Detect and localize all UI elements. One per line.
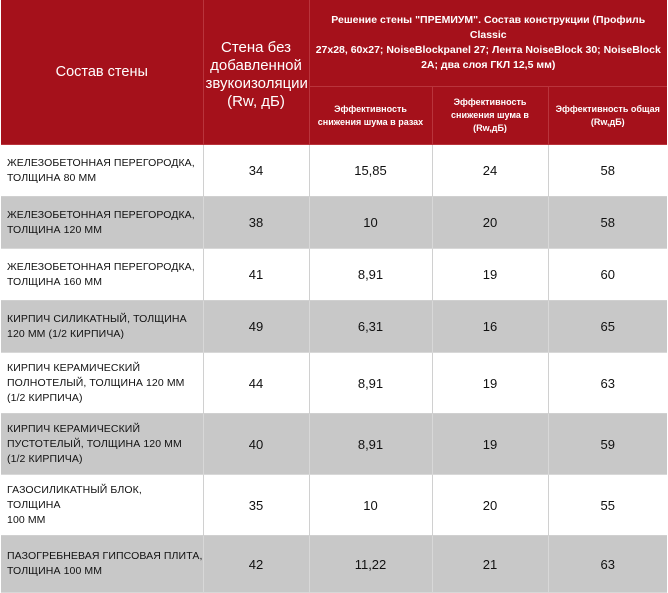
wall-name-cell [1, 301, 203, 353]
times-cell: 10 [309, 475, 432, 536]
header-sub-line: Эффективность общая [555, 103, 660, 114]
times-cell: 8,91 [309, 353, 432, 414]
wall-name-line: (1/2 КИРПИЧА) [7, 452, 83, 465]
base-rw-cell: 44 [203, 353, 309, 414]
header-premium-line: Решение стены "ПРЕМИУМ". Состав конструкции (Профиль Classic [331, 14, 646, 41]
wall-name-line: КИРПИЧ КЕРАМИЧЕСКИЙ [7, 422, 141, 435]
wall-name-line: КИРПИЧ СИЛИКАТНЫЙ, ТОЛЩИНА [7, 312, 187, 325]
header-wall-composition: Состав стены [1, 0, 203, 145]
header-premium-line: 2A; два слоя ГКЛ 12,5 мм) [421, 59, 556, 71]
wall-name-line: ТОЛЩИНА 160 ММ [7, 275, 103, 288]
db-cell: 19 [432, 249, 548, 301]
header-sub-line: снижения шума в разах [317, 116, 424, 127]
wall-name-line: КИРПИЧ КЕРАМИЧЕСКИЙ [7, 361, 141, 374]
wall-name-line: ТОЛЩИНА [7, 498, 61, 511]
wall-name-line: ГАЗОСИЛИКАТНЫЙ БЛОК, [7, 483, 142, 496]
header-premium-solution [309, 0, 667, 87]
table-row [1, 301, 667, 353]
db-cell: 20 [432, 475, 548, 536]
header-base-wall [203, 0, 309, 145]
header-sub-line: Эффективность [453, 97, 527, 107]
wall-name-cell [1, 353, 203, 414]
base-rw-cell: 35 [203, 475, 309, 536]
times-cell: 6,31 [309, 301, 432, 353]
header-sub-line: (Rw,дБ) [590, 116, 625, 127]
base-rw-cell: 41 [203, 249, 309, 301]
total-cell: 60 [548, 249, 667, 301]
wall-name-line: ПУСТОТЕЛЫЙ, ТОЛЩИНА 120 ММ [7, 437, 182, 450]
db-cell: 19 [432, 353, 548, 414]
wall-name-line: ТОЛЩИНА 100 ММ [7, 565, 103, 577]
wall-name-cell [1, 249, 203, 301]
wall-name-cell [1, 475, 203, 536]
wall-name-cell [1, 197, 203, 249]
wall-name-cell [1, 145, 203, 197]
header-efficiency-db [432, 87, 548, 145]
header-row-top [1, 0, 667, 87]
times-cell: 8,91 [309, 414, 432, 475]
header-premium-line: 27x28, 60x27; NoiseBlockpanel 27; Лента NoiseBlock 30; NoiseBlock [315, 44, 661, 56]
header-sub-line: (Rw,дБ) [473, 123, 507, 133]
wall-name-line: 100 ММ [7, 513, 46, 526]
total-cell: 65 [548, 301, 667, 353]
times-cell: 15,85 [309, 145, 432, 197]
total-cell: 63 [548, 353, 667, 414]
total-cell: 63 [548, 536, 667, 593]
times-cell: 11,22 [309, 536, 432, 593]
header-sub-line: Эффективность [334, 103, 407, 114]
total-cell: 59 [548, 414, 667, 475]
soundproofing-table [1, 0, 667, 593]
times-cell: 10 [309, 197, 432, 249]
wall-name-cell [1, 536, 203, 593]
total-cell: 58 [548, 145, 667, 197]
table-row [1, 353, 667, 414]
base-rw-cell: 49 [203, 301, 309, 353]
header-base-line: Стена без [221, 39, 291, 56]
wall-name-line: (1/2 КИРПИЧА) [7, 391, 83, 404]
base-rw-cell: 38 [203, 197, 309, 249]
wall-name-line: ЖЕЛЕЗОБЕТОННАЯ ПЕРЕГОРОДКА, [7, 208, 195, 221]
wall-name-line: ПОЛНОТЕЛЫЙ, ТОЛЩИНА 120 ММ [7, 376, 185, 389]
wall-name-line: ТОЛЩИНА 120 ММ [7, 223, 103, 236]
header-base-line: (Rw, дБ) [227, 93, 285, 110]
wall-name-cell [1, 414, 203, 475]
base-rw-cell: 40 [203, 414, 309, 475]
db-cell: 19 [432, 414, 548, 475]
table-row [1, 475, 667, 536]
header-efficiency-times [309, 87, 432, 145]
db-cell: 20 [432, 197, 548, 249]
header-sub-line: снижения шума в [451, 110, 529, 120]
wall-name-line: ТОЛЩИНА 80 ММ [7, 171, 97, 184]
table-row [1, 249, 667, 301]
wall-name-line: ЖЕЛЕЗОБЕТОННАЯ ПЕРЕГОРОДКА, [7, 260, 195, 273]
header-efficiency-total [548, 87, 667, 145]
db-cell: 16 [432, 301, 548, 353]
table-row [1, 414, 667, 475]
base-rw-cell: 34 [203, 145, 309, 197]
base-rw-cell: 42 [203, 536, 309, 593]
wall-name-line: ПАЗОГРЕБНЕВАЯ ГИПСОВАЯ ПЛИТА, [7, 550, 203, 562]
table-row [1, 145, 667, 197]
table-row [1, 536, 667, 593]
total-cell: 58 [548, 197, 667, 249]
db-cell: 24 [432, 145, 548, 197]
table-row [1, 197, 667, 249]
header-base-line: звукоизоляции [205, 75, 308, 92]
wall-name-line: 120 ММ (1/2 КИРПИЧА) [7, 327, 125, 340]
total-cell: 55 [548, 475, 667, 536]
wall-name-line: ЖЕЛЕЗОБЕТОННАЯ ПЕРЕГОРОДКА, [7, 156, 195, 169]
header-base-line: добавленной [210, 57, 302, 74]
times-cell: 8,91 [309, 249, 432, 301]
db-cell: 21 [432, 536, 548, 593]
